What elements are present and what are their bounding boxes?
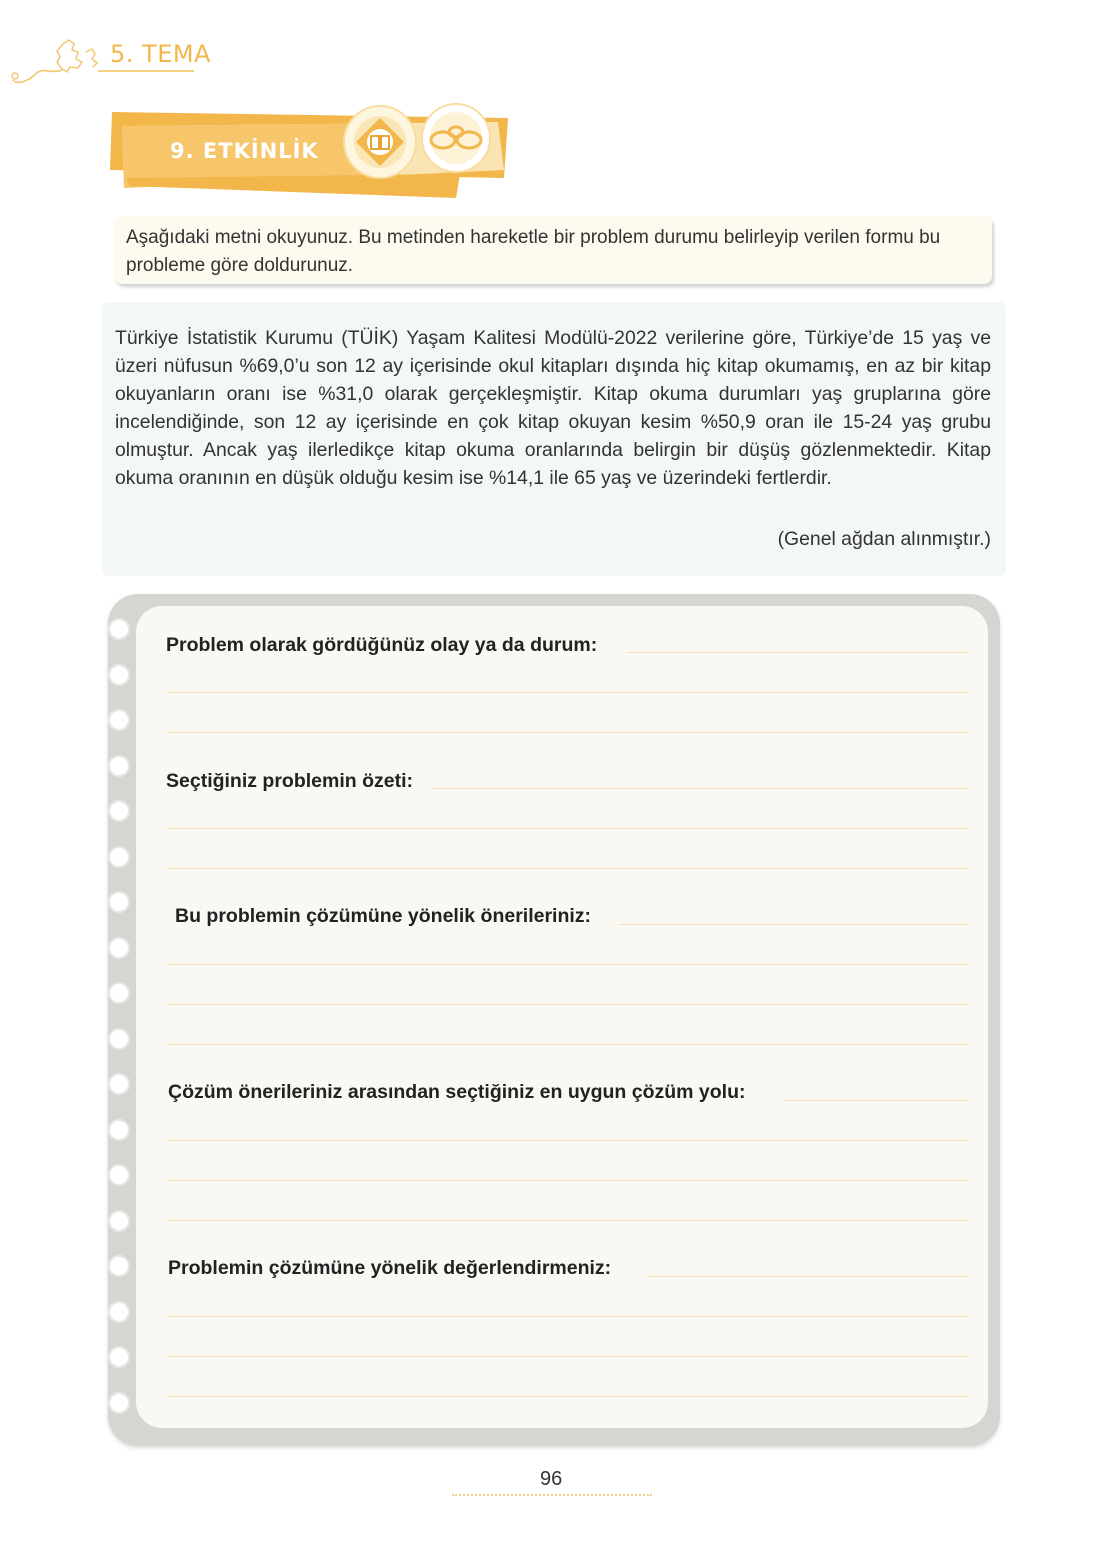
question-label: Çözüm önerileriniz arasından seçtiğiniz en uygun çözüm yolu: [168,1081,746,1103]
answer-line[interactable] [648,1276,968,1277]
answer-line[interactable] [168,828,968,829]
answer-line[interactable] [168,1044,968,1045]
spiral-ring [108,1301,130,1323]
spiral-ring [108,800,130,822]
spiral-ring [108,755,130,777]
answer-line[interactable] [620,924,968,925]
spiral-ring [108,709,130,731]
passage-box [102,302,1006,576]
answer-line[interactable] [168,1356,968,1357]
spiral-ring [108,1028,130,1050]
instruction-box [114,216,992,284]
spiral-ring [108,1392,130,1414]
passage-source: (Genel ağdan alınmıştır.) [777,528,991,550]
spiral-ring [108,1346,130,1368]
answer-line[interactable] [168,1220,968,1221]
book-icon [344,106,416,178]
answer-line[interactable] [168,1316,968,1317]
answer-line[interactable] [784,1100,968,1101]
spiral-ring [108,1164,130,1186]
spiral-ring [108,1255,130,1277]
spiral-ring [108,1210,130,1232]
spiral-ring [108,982,130,1004]
chain-link-icon [422,104,490,172]
puzzle-piece-icon [8,30,108,90]
answer-line[interactable] [432,788,968,789]
spiral-ring [108,846,130,868]
answer-line[interactable] [168,1004,968,1005]
theme-title: 5. TEMA [110,40,211,68]
question-label: Bu problemin çözümüne yönelik önerileriniz: [175,905,592,927]
answer-line[interactable] [168,964,968,965]
instruction-text: Aşağıdaki metni okuyunuz. Bu metinden hareketle bir problem durumu belirleyip verilen formu bu probleme göre doldurunuz. [126,227,941,276]
question-label: Problem olarak gördüğünüz olay ya da durum: [166,634,598,656]
spiral-ring [108,937,130,959]
activity-title: 9. ETKİNLİK [170,139,319,163]
answer-line[interactable] [628,652,968,653]
spiral-ring [108,891,130,913]
page-number-decoration [452,1494,652,1496]
question-label: Seçtiğiniz problemin özeti: [166,770,414,792]
notebook-page [136,606,988,1428]
spiral-ring [108,1119,130,1141]
question-label: Problemin çözümüne yönelik değerlendirmeniz: [168,1257,612,1279]
answer-line[interactable] [168,868,968,869]
answer-line[interactable] [168,732,968,733]
spiral-ring [108,618,130,640]
passage-text: Türkiye İstatistik Kurumu (TÜİK) Yaşam Kalitesi Modülü-2022 verilerine göre, Türkiye’de 15 yaş ve üzeri nüfusun %69,0’u son 12 ay içerisinde okul kitapları dışında hiç kitap okumamış, en az bir kitap okuyanların oranı ise %31,0 olarak gerçekleşmiştir. Kitap okuma durumları yaş gruplarına göre incelendiğinde, son 12 ay içerisinde en çok kitap okuyan kesim %50,9 oran ile 15-24 yaş grubu olmuştur. Ancak yaş ilerledikçe kitap okuma oranlarında belirgin bir düşüş gözlenmektedir. Kitap okuma oranının en düşük olduğu kesim ise %14,1 ile 65 yaş ve üzerindeki fertlerdir. [115,327,991,489]
answer-line[interactable] [168,1140,968,1141]
answer-line[interactable] [168,1180,968,1181]
theme-underline [98,70,194,72]
answer-line[interactable] [168,692,968,693]
spiral-ring [108,1073,130,1095]
answer-line[interactable] [168,1396,968,1397]
spiral-ring [108,664,130,686]
page-number: 96 [540,1468,563,1490]
